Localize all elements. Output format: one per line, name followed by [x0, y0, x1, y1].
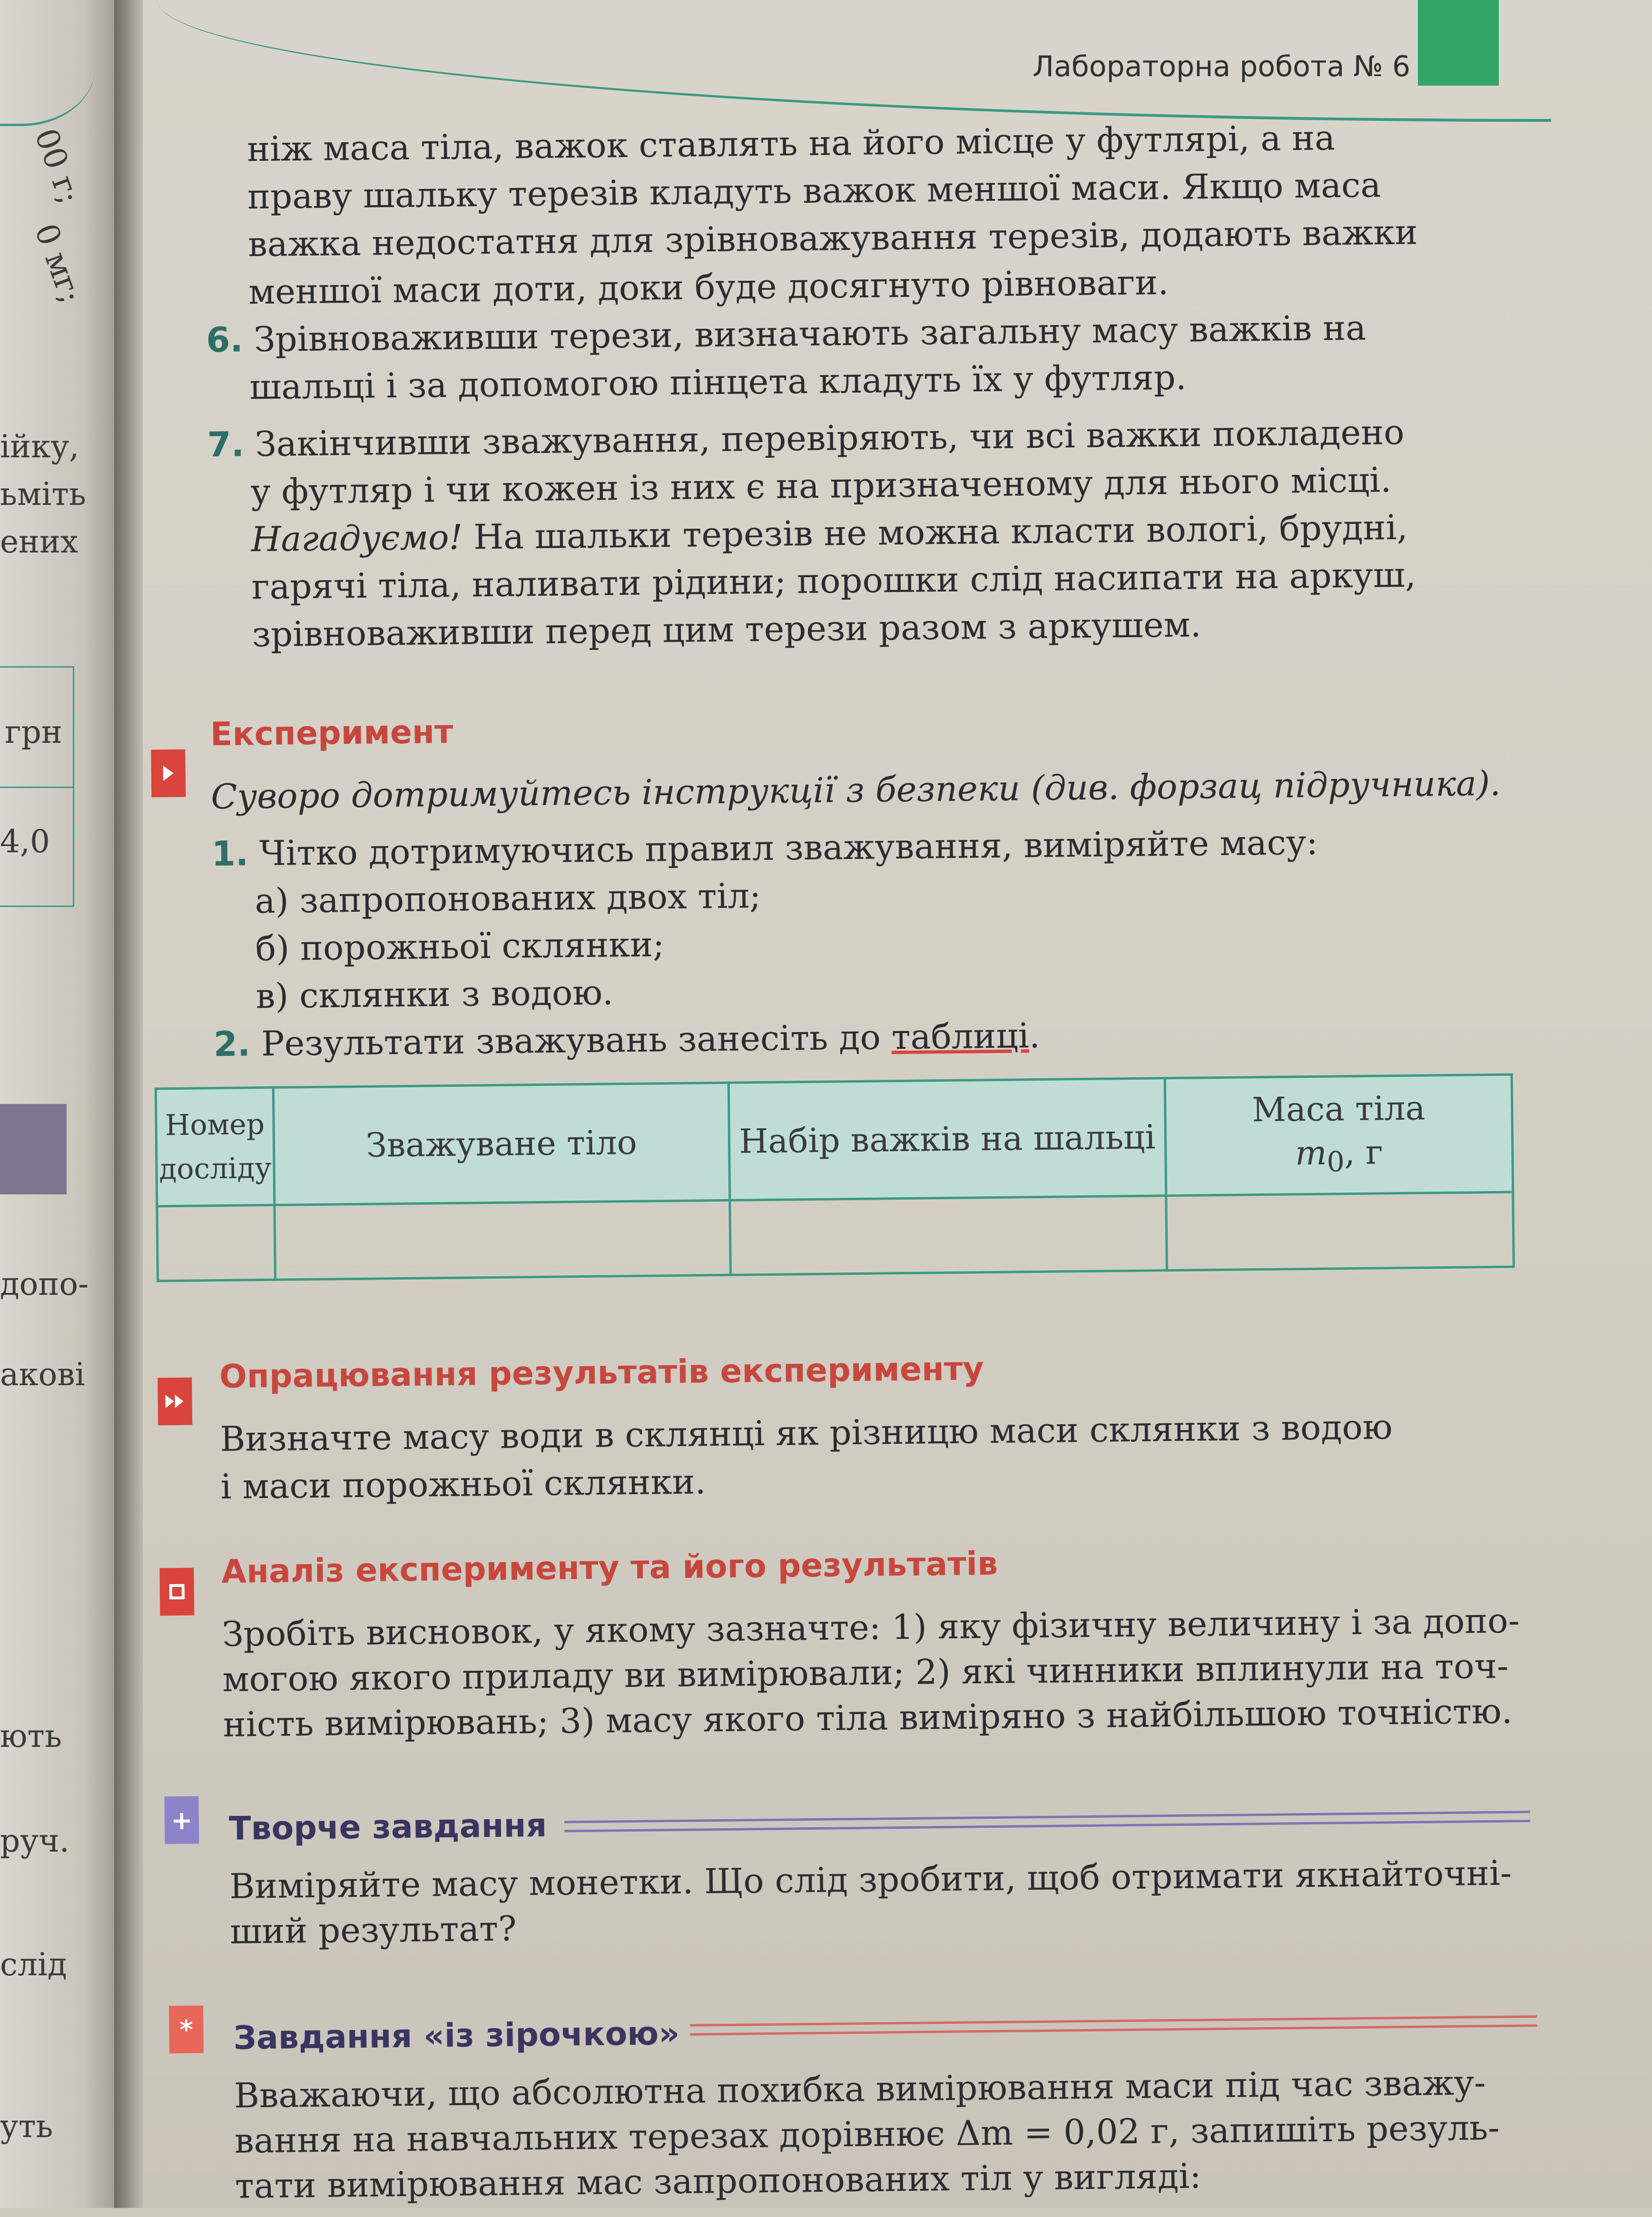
- reminder-emphasis: Нагадуємо!: [251, 517, 463, 560]
- plus-icon: +: [164, 1796, 199, 1844]
- item-number: 2.: [213, 1024, 251, 1064]
- star-task-rule: [690, 2015, 1537, 2036]
- asterisk-icon: *: [169, 2005, 204, 2053]
- mass-symbol: m: [1295, 1133, 1327, 1173]
- table-row: [157, 1192, 1514, 1281]
- header-body-mass-label: Маса тіла: [1251, 1088, 1426, 1129]
- experiment-title: Експеримент: [210, 713, 453, 754]
- reminder-line: зрівноваживши перед цим терези разом з аркушем.: [252, 604, 1201, 655]
- previous-page-fragment: 4,0: [0, 823, 50, 860]
- table-cell: [730, 1196, 1167, 1275]
- step-text: Зрівноваживши терези, визначають загальну масу важків на: [254, 307, 1367, 360]
- previous-page-fragment: грн: [5, 714, 62, 750]
- intro-line: меншої маси доти, доки буде досягнуто рівноваги.: [248, 262, 1169, 312]
- star-task-line: вання на навчальних терезах дорівнює Δm = 0,02 г, запишіть резуль-: [234, 2107, 1500, 2161]
- experiment-item-2: [213, 1012, 1040, 1068]
- star-task-line: тати вимірювання мас запропонованих тіл у вигляді:: [235, 2156, 1201, 2206]
- results-table: [155, 1074, 1515, 1282]
- previous-page-fragment: ених: [0, 523, 79, 560]
- step-number: 6.: [206, 319, 244, 360]
- safety-note: Суворо дотримуйтесь інструкції з безпеки (див. форзац підручника).: [210, 763, 1501, 817]
- item-text-end: .: [1029, 1015, 1041, 1056]
- previous-page-fragment: акові: [0, 1356, 85, 1393]
- intro-line: ніж маса тіла, важок ставлять на його місце у футлярі, а на: [246, 118, 1336, 169]
- creative-task-rule: [564, 1811, 1530, 1832]
- step-number: 7.: [207, 424, 245, 465]
- experiment-subitem: а) запропонованих двох тіл;: [255, 876, 761, 921]
- table-reference-link: таблиці: [891, 1015, 1030, 1057]
- experiment-item-1: [211, 818, 1318, 877]
- previous-page-fragment: руч.: [0, 1823, 69, 1859]
- item-number: 1.: [211, 833, 249, 874]
- step-7-line: у футляр і чи кожен із них є на призначеному для нього місці.: [250, 460, 1392, 512]
- previous-page-fragment: допо-: [0, 1266, 89, 1302]
- square-icon: [159, 1568, 194, 1616]
- analysis-title: Аналіз експерименту та його результатів: [221, 1545, 998, 1591]
- analysis-line: Зробіть висновок, у якому зазначте: 1) яку фізичну величину і за допо-: [222, 1600, 1520, 1655]
- running-header: Лабораторна робота № 6: [1032, 50, 1411, 83]
- creative-task-title: Творче завдання: [228, 1806, 547, 1848]
- previous-page-fragment: уть: [0, 2108, 53, 2145]
- reminder-line: гарячі тіла, наливати рідини; порошки слід насипати на аркуш,: [251, 554, 1416, 607]
- previous-page-fragment: ійку,: [0, 428, 79, 465]
- header-weighed-body: Зважуване тіло: [273, 1083, 730, 1205]
- star-task-title: Завдання «із зірочкою»: [233, 2015, 680, 2057]
- header-body-mass: [1165, 1074, 1513, 1196]
- item-text: Чітко дотримуючись правил зважування, виміряйте масу:: [259, 822, 1318, 874]
- previous-page-fragment: ьміть: [0, 476, 86, 512]
- reminder-text: На шальки терезів не можна класти вологі, брудні,: [462, 507, 1408, 557]
- play-arrow-icon: [151, 749, 186, 798]
- creative-task-line: Виміряйте масу монетки. Що слід зробити, щоб отримати якнайточні-: [229, 1852, 1512, 1906]
- fast-forward-icon: [157, 1378, 192, 1426]
- experiment-subitem: б) порожньої склянки;: [255, 924, 665, 969]
- table-cell: [275, 1200, 731, 1280]
- previous-page-fragment: ють: [0, 1718, 62, 1754]
- processing-title: Опрацювання результатів експерименту: [219, 1350, 984, 1396]
- previous-page-fragment: слід: [0, 1946, 67, 1983]
- intro-line: важка недостатня для зрівноважування терезів, додають важки: [247, 212, 1418, 265]
- intro-line: праву шальку терезів кладуть важок меншої маси. Якщо маса: [247, 165, 1381, 217]
- analysis-line: ність вимірювань; 3) масу якого тіла виміряно з найбільшою точністю.: [223, 1691, 1513, 1745]
- previous-page-fragment: 0 мг;: [27, 219, 90, 308]
- table-cell: [1166, 1192, 1514, 1271]
- step-6-line: шальці і за допомогою пінцета кладуть їх у футляр.: [249, 357, 1187, 407]
- analysis-line: могою якого приладу ви вимірювали; 2) які чинники вплинули на точ-: [222, 1646, 1509, 1700]
- experiment-subitem: в) склянки з водою.: [256, 972, 614, 1016]
- header-weights-set: Набір важків на шальці: [728, 1078, 1166, 1201]
- step-text: Закінчивши зважування, перевіряють, чи всі важки покладено: [255, 412, 1405, 464]
- mass-unit: , г: [1344, 1132, 1384, 1172]
- table-cell: [157, 1205, 275, 1281]
- creative-task-line: ший результат?: [229, 1908, 517, 1951]
- header-experiment-number: Номер досліду: [156, 1087, 275, 1206]
- item-text: Результати зважувань занесіть до: [261, 1017, 892, 1064]
- previous-page-fragment: 00 г;: [27, 124, 88, 209]
- star-task-line: Вважаючи, що абсолютна похибка вимірювання маси під час зважу-: [234, 2062, 1486, 2116]
- mass-subscript: 0: [1327, 1145, 1345, 1178]
- processing-line: Визначте масу води в склянці як різницю маси склянки з водою: [220, 1407, 1393, 1459]
- processing-line: і маси порожньої склянки.: [220, 1461, 706, 1507]
